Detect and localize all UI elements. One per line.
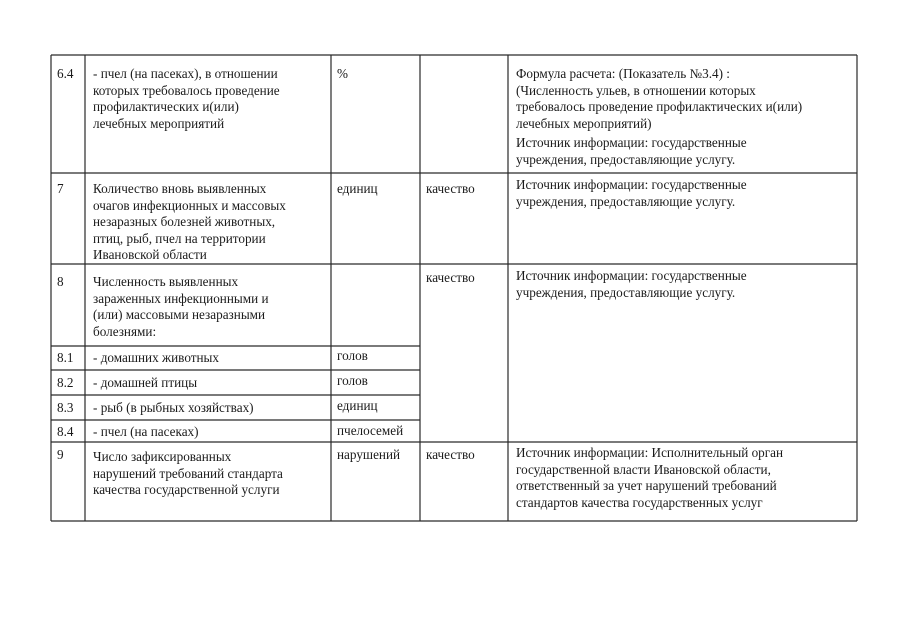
info-source: Источник информации: государственные учреждения, предоставляющие услугу. bbox=[516, 177, 747, 209]
row-number: 6.4 bbox=[57, 66, 74, 81]
indicator-name: - пчел (на пасеках), в отношении которых требовалось проведение профилактических и(или) лечебных мероприятий bbox=[93, 66, 280, 131]
unit: % bbox=[337, 66, 348, 81]
indicator-name: - рыб (в рыбных хозяйствах) bbox=[93, 400, 254, 415]
indicator-name: Численность выявленных зараженных инфекционными и (или) массовыми незаразными болезнями: bbox=[93, 274, 269, 339]
row-number: 7 bbox=[57, 181, 64, 196]
indicator-type: качество bbox=[426, 270, 475, 285]
unit: пчелосемей bbox=[337, 423, 404, 438]
indicator-type: качество bbox=[426, 447, 475, 462]
unit: голов bbox=[337, 373, 368, 388]
row-number: 8.4 bbox=[57, 424, 74, 439]
indicator-type: качество bbox=[426, 181, 475, 196]
row-number: 8.3 bbox=[57, 400, 74, 415]
unit: единиц bbox=[337, 181, 378, 196]
indicator-name: Количество вновь выявленных очагов инфекционных и массовых незаразных болезней животных, птиц, рыб, пчел на территории Ивановской области bbox=[93, 181, 286, 263]
info-source: Источник информации: Исполнительный орган государственной власти Ивановской области, ответственный за учет нарушений требований стандартов качества государственных услуг bbox=[516, 445, 784, 510]
row-number: 8.1 bbox=[57, 350, 74, 365]
indicator-name: - домашних животных bbox=[93, 350, 220, 365]
row-number: 9 bbox=[57, 447, 64, 462]
row-number: 8 bbox=[57, 274, 64, 289]
unit: единиц bbox=[337, 398, 378, 413]
indicator-name: Число зафиксированных нарушений требований стандарта качества государственной услуги bbox=[93, 449, 283, 498]
unit: нарушений bbox=[337, 447, 401, 462]
unit: голов bbox=[337, 348, 368, 363]
info-source: Источник информации: государственные учреждения, предоставляющие услугу. bbox=[516, 268, 747, 300]
indicator-name: - домашней птицы bbox=[93, 375, 198, 390]
info-source: Формула расчета: (Показатель №3.4) : (Численность ульев, в отношении которых требовалось проведение профилактических и(или) лечебных мероприятий) Источник информации: государственные учреждения, предоставляющие услугу. bbox=[516, 66, 803, 167]
indicator-name: - пчел (на пасеках) bbox=[93, 424, 199, 439]
row-number: 8.2 bbox=[57, 375, 74, 390]
